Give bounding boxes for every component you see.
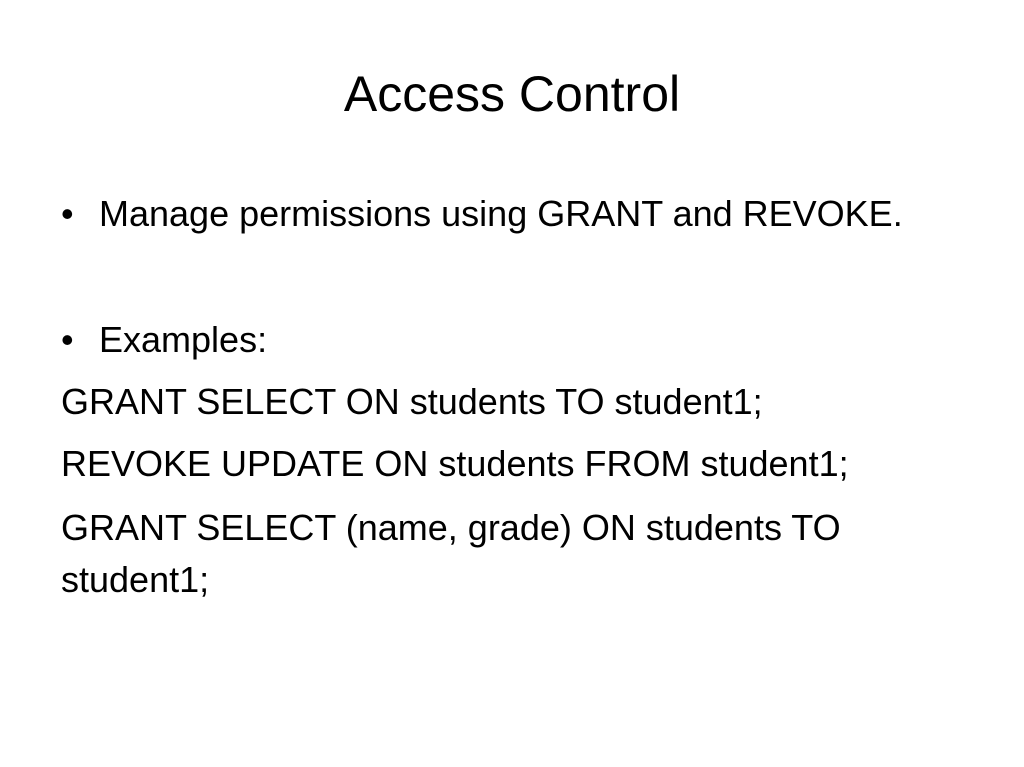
bullet-text: Examples:	[99, 319, 268, 360]
slide-body	[61, 190, 961, 606]
example-line: GRANT SELECT (name, grade) ON students TO student1;	[61, 507, 841, 600]
bullet-marker: •	[61, 193, 74, 234]
bullet-text: Manage permissions using GRANT and REVOKE.	[99, 193, 903, 234]
example-line: GRANT SELECT ON students TO student1;	[61, 381, 763, 422]
slide-title: Access Control	[343, 66, 681, 122]
bullet-item	[61, 316, 961, 364]
bullet-marker: •	[61, 319, 74, 360]
example-line: REVOKE UPDATE ON students FROM student1;	[61, 443, 849, 484]
bullet-item	[61, 190, 961, 238]
